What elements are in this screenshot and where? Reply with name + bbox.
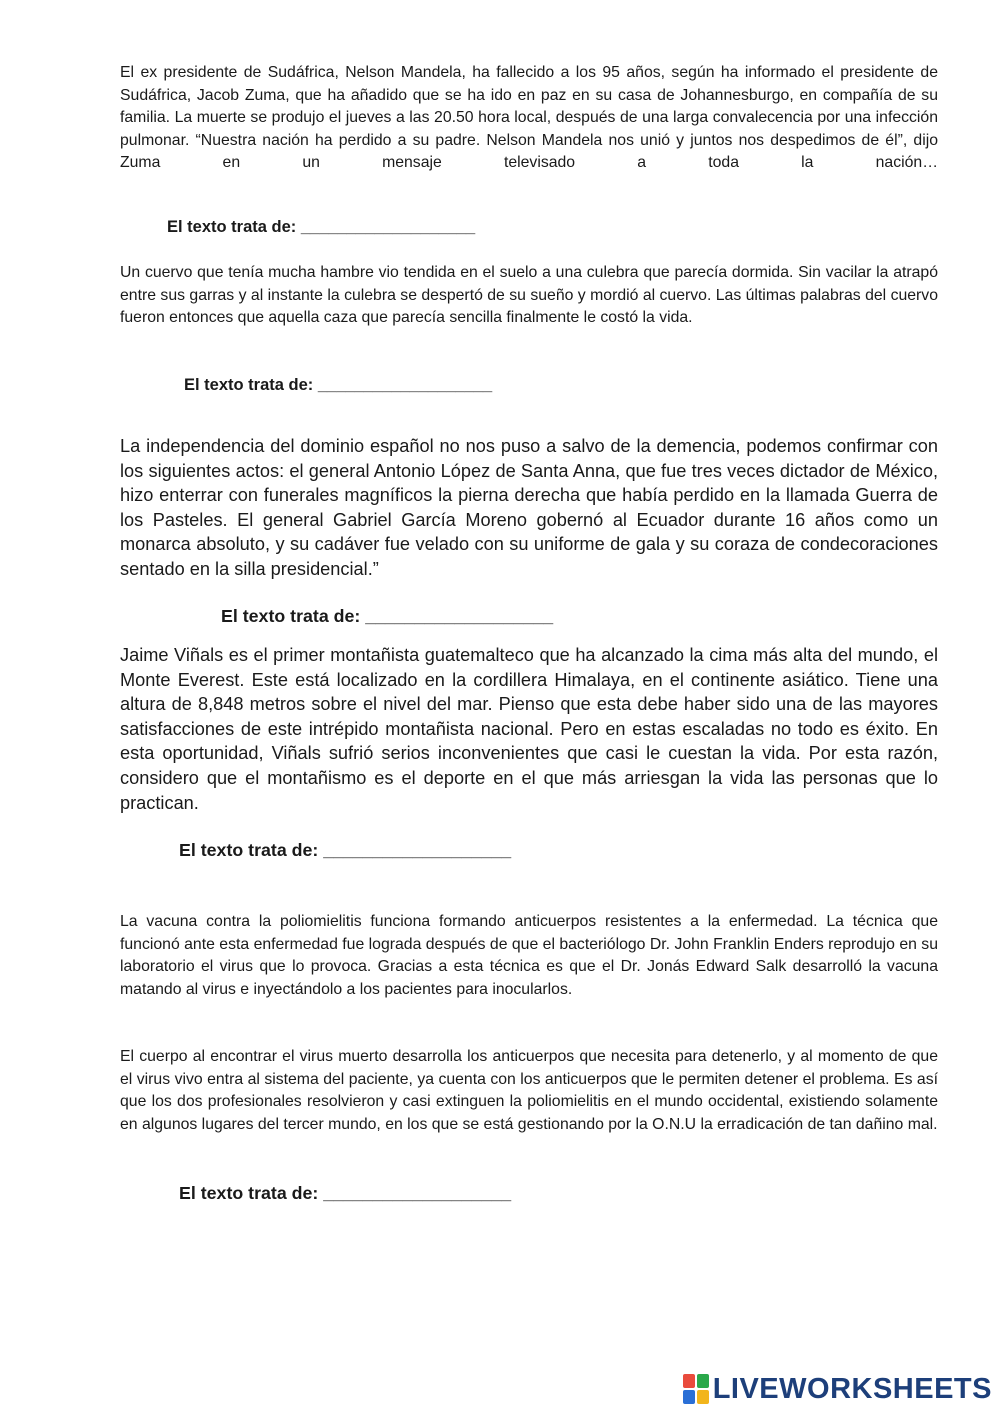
prompt-label: El texto trata de: [184,376,314,394]
paragraph-everest: Jaime Viñals es el primer montañista guatemalteco que ha alcanzado la cima más alta del mundo, el Monte Everest. Este está localizado en la cordillera Himalaya, en el continente asiático. Tiene una altura de 8,848 metros sobre el nivel del mar. Pienso que esta debe haber sido una de las mayores satisfacciones de este intrépido montañista nacional. Pero en estas escaladas no todo es éxito. En esta oportunidad, Viñals sufrió serios inconvenientes que casi le cuestan la vida. Por esta razón, considero que el montañismo es el deporte en el que más arriesgan la vida las personas que lo practican. [120,645,938,813]
answer-blank-5[interactable]: ___________________ [323,1183,512,1203]
answer-blank-3[interactable]: ___________________ [365,606,554,626]
paragraph-vacuna-1: La vacuna contra la poliomielitis funciona formando anticuerpos resistentes a la enfermedad. La técnica que funcionó ante esta enfermedad fue lograda después de que el bacteriólogo Dr. John Franklin Enders reprodujo en su laboratorio el virus que lo provoca. Gracias a esta técnica es que el Dr. Jonás Edward Salk desarrolló la vacuna matando al virus e inyectándolo a los pacientes para inocularlos. [120,913,938,998]
answer-prompt-5 [179,1183,511,1204]
answer-prompt-2 [184,376,492,395]
paragraph-mandela: El ex presidente de Sudáfrica, Nelson Mandela, ha fallecido a los 95 años, según ha informado el presidente de Sudáfrica, Jacob Zuma, que ha añadido que se ha ido en paz en su casa de Johannesburgo, en compañía de su familia. La muerte se produjo el jueves a las 20.50 hora local, después de una larga convalecencia por una infección pulmonar. “Nuestra nación ha perdido a su padre. Nelson Mandela nos unió y juntos nos despedimos de él”, dijo Zuma en un mensaje televisado a toda la nación… [120,64,938,172]
answer-prompt-1 [167,218,475,237]
prompt-label: El texto trata de: [179,1183,319,1203]
answer-prompt-3 [221,606,553,627]
paragraph-cuervo: Un cuervo que tenía mucha hambre vio tendida en el suelo a una culebra que parecía dormida. Sin vacilar la atrapó entre sus garras y al instante la culebra se despertó de su sueño y mordió al cuervo. Las últimas palabras del cuervo fueron entonces que aquella caza que parecía sencilla finalmente le costó la vida. [120,264,938,327]
answer-blank-4[interactable]: ___________________ [323,840,512,860]
prompt-label: El texto trata de: [179,840,319,860]
answer-prompt-4 [179,840,511,861]
answer-blank-1[interactable]: ___________________ [300,218,476,236]
prompt-label: El texto trata de: [221,606,361,626]
prompt-label: El texto trata de: [167,218,297,236]
liveworksheets-wordmark: LIVEWORKSHEETS [712,1372,992,1405]
paragraph-vacuna-2: El cuerpo al encontrar el virus muerto desarrolla los anticuerpos que necesita para detenerlo, y al momento de que el virus vivo entra al sistema del paciente, ya cuenta con los anticuerpos que le permiten detener el problema. Es así que los dos profesionales resolvieron y casi extinguen la poliomielitis en el mundo occidental, existiendo solamente en algunos lugares del tercer mundo, en los que se está gestionando por la O.N.U la erradicación de tan dañino mal. [120,1048,938,1133]
paragraph-independencia: La independencia del dominio español no nos puso a salvo de la demencia, podemos confirmar con los siguientes actos: el general Antonio López de Santa Anna, que fue tres veces dictador de México, hizo enterrar con funerales magníficos la pierna derecha que había perdido en la llamada Guerra de los Pasteles. El general Gabriel García Moreno gobernó al Ecuador durante 16 años como un monarca absoluto, y su cadáver fue velado con su uniforme de gala y su coraza de condecoraciones sentado en la silla presidencial.” [120,436,938,579]
answer-blank-2[interactable]: ___________________ [317,376,493,394]
liveworksheets-mark-icon [683,1374,709,1404]
liveworksheets-logo [683,1371,992,1407]
